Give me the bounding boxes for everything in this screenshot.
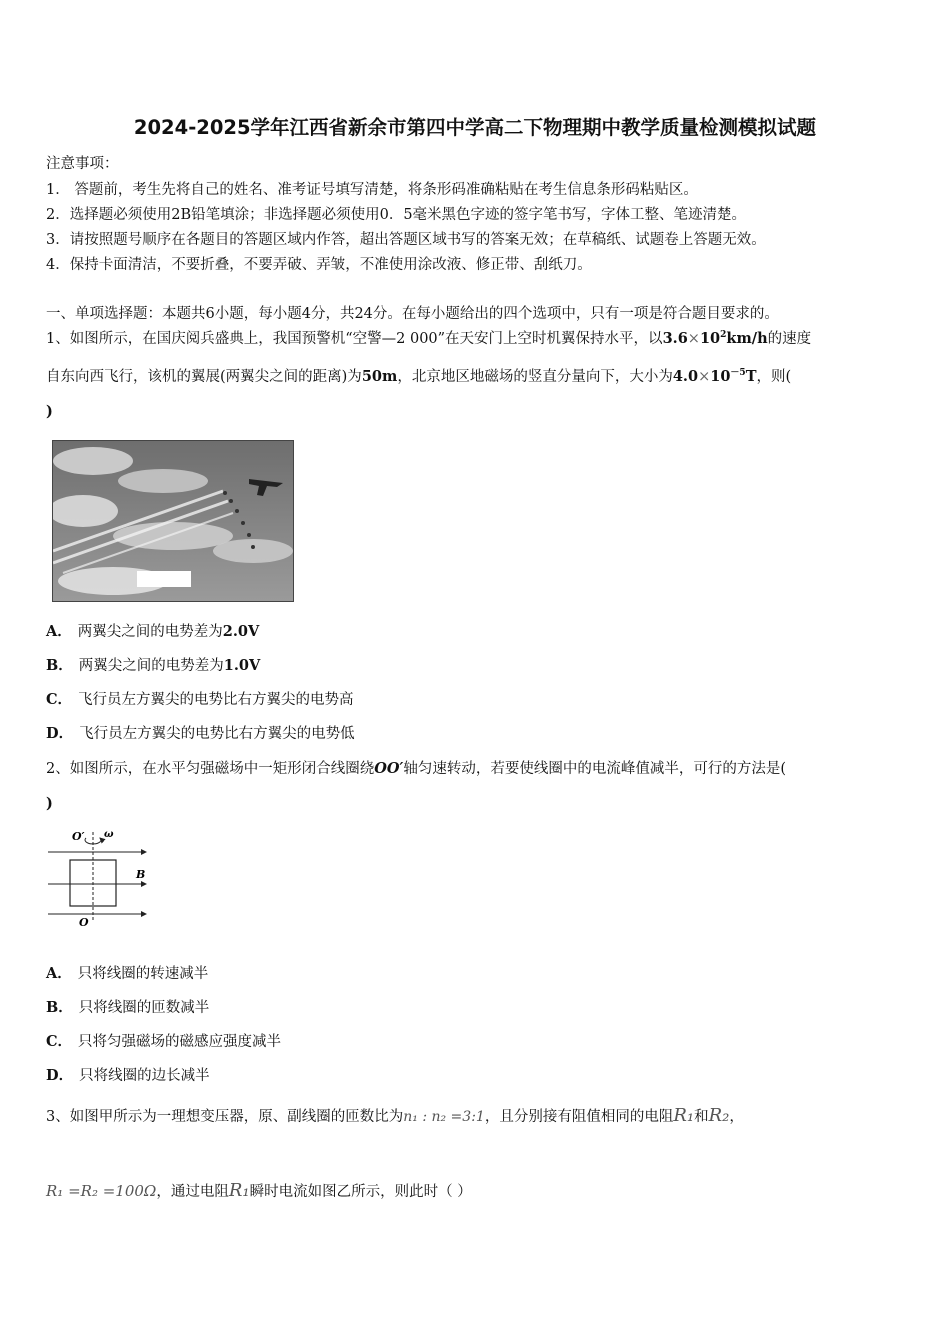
notice-item-3: 3．请按照题号顺序在各题目的答题区域内作答，超出答题区域书写的答案无效；在草稿纸、试题卷上答题无效。	[46, 232, 766, 248]
q1-ten: 10	[699, 330, 721, 347]
omega-label: ω	[104, 829, 114, 840]
q2-option-d-label: D．	[46, 1067, 74, 1084]
q1-field: 4.0	[672, 368, 699, 385]
q3-stem-line2	[46, 1180, 472, 1201]
q2-option-a-text: 只将线圈的转速减半	[77, 966, 209, 982]
q1-exp2: －5	[730, 368, 746, 379]
page-title: 2024-2025学年江西省新余市第四中学高二下物理期中教学质量检测模拟试题	[133, 116, 817, 139]
q1-option-c[interactable]	[46, 688, 354, 709]
q1-unit: km/h	[726, 330, 768, 347]
q2-option-d-text: 只将线圈的边长减半	[79, 1068, 210, 1084]
q2-option-b[interactable]	[46, 996, 209, 1017]
q1-times: ×	[687, 331, 700, 347]
coil-figure	[46, 826, 156, 936]
q2-option-a[interactable]	[46, 962, 208, 983]
q3-text3: ，通过电阻	[156, 1184, 229, 1200]
q2-option-c-text: 只将匀强磁场的磁感应强度减半	[78, 1034, 282, 1050]
q3-r2: R₂	[708, 1105, 730, 1126]
q1-exp: 2	[720, 330, 727, 341]
q1-stem-line2	[46, 365, 791, 386]
parade-photo	[52, 440, 294, 602]
parade-photo-image	[53, 441, 293, 601]
q1-option-b-label: B．	[46, 657, 73, 674]
q3-text4: 瞬时电流如图乙所示，则此时（ ）	[249, 1184, 472, 1200]
q2-stem-line1	[46, 757, 786, 778]
q1-option-c-text: 飞行员左方翼尖的电势比右方翼尖的电势高	[78, 692, 354, 708]
q3-stem-line1	[46, 1105, 744, 1126]
section-heading: 一、单项选择题：本题共6小题，每小题4分，共24分。在每小题给出的四个选项中，只有一项是符合题目要求的。	[46, 306, 779, 322]
q1-times2: ×	[698, 369, 711, 385]
q1-stem-line1	[46, 327, 811, 348]
q1-tesla: T	[745, 368, 757, 385]
q1-option-c-label: C．	[46, 691, 73, 708]
notice-heading: 注意事项：	[46, 156, 119, 172]
q1-wingspan: 50m	[361, 368, 398, 385]
q2-option-d[interactable]	[46, 1064, 210, 1085]
b-field-label: B	[136, 868, 146, 881]
q2-close-paren: )	[46, 795, 53, 812]
q3-resistance-eq: R₁ =R₂ =100Ω	[46, 1182, 157, 1200]
q1-option-a-label: A．	[46, 623, 72, 640]
q3-comma: ，	[729, 1109, 744, 1125]
q2-option-b-label: B．	[46, 999, 73, 1016]
q1-option-a[interactable]	[46, 620, 259, 641]
q1-ten2: 10	[710, 368, 731, 385]
q3-r1-second: R₁	[228, 1180, 250, 1201]
q3-text: 3、如图甲所示为一理想变压器，原、副线圈的匝数比为	[46, 1109, 404, 1125]
q3-turns-ratio: n₁ : n₂ =3:1	[403, 1109, 485, 1125]
q1-speed: 3.6	[662, 330, 688, 347]
q1-close-paren: )	[46, 403, 53, 420]
q1-option-b-value: 1.0V	[223, 657, 261, 674]
q1-option-a-value: 2.0V	[222, 623, 260, 640]
q3-r1: R₁	[673, 1105, 695, 1126]
coil-top-label: O′	[72, 830, 85, 843]
notice-item-4: 4．保持卡面清洁，不要折叠，不要弄破、弄皱，不准使用涂改液、修正带、刮纸刀。	[46, 257, 592, 273]
q2-text: 2、如图所示，在水平匀强磁场中一矩形闭合线圈绕	[46, 761, 375, 777]
q1-option-d[interactable]	[46, 722, 355, 743]
q1-text2: 自东向西飞行，该机的翼展(两翼尖之间的距离)为	[46, 369, 362, 385]
q2-axis: OO′	[374, 760, 404, 777]
q1-option-b-text: 两翼尖之间的电势差为	[78, 658, 224, 674]
q1-text3: ，北京地区地磁场的竖直分量向下，大小为	[397, 369, 673, 385]
q3-text2: ，且分别接有阻值相同的电阻	[484, 1109, 674, 1125]
q1-option-b[interactable]	[46, 654, 260, 675]
notice-item-1: 1． 答题前，考生先将自己的姓名、准考证号填写清楚，将条形码准确粘贴在考生信息条形码粘贴区。	[46, 182, 698, 198]
q2-option-a-label: A．	[46, 965, 72, 982]
q2-option-c[interactable]	[46, 1030, 281, 1051]
q1-option-d-text: 飞行员左方翼尖的电势比右方翼尖的电势低	[79, 726, 355, 742]
coil-bottom-label: O	[79, 916, 89, 929]
coil-diagram	[46, 826, 156, 936]
q1-then: ，则(	[756, 369, 792, 385]
q1-option-a-text: 两翼尖之间的电势差为	[77, 624, 223, 640]
q2-option-b-text: 只将线圈的匝数减半	[78, 1000, 210, 1016]
q1-option-d-label: D．	[46, 725, 74, 742]
q2-option-c-label: C．	[46, 1033, 73, 1050]
q1-text: 1、如图所示，在国庆阅兵盛典上，我国预警机“空警—2 000”在天安门上空时机翼保持水平，以	[46, 331, 663, 347]
q3-and: 和	[694, 1109, 709, 1125]
q1-text-end: 的速度	[767, 331, 812, 347]
q2-text-end: 轴匀速转动，若要使线圈中的电流峰值减半，可行的方法是(	[403, 761, 786, 777]
notice-item-2: 2．选择题必须使用2B铅笔填涂；非选择题必须使用0．5毫米黑色字迹的签字笔书写，字体工整、笔迹清楚。	[46, 207, 747, 223]
